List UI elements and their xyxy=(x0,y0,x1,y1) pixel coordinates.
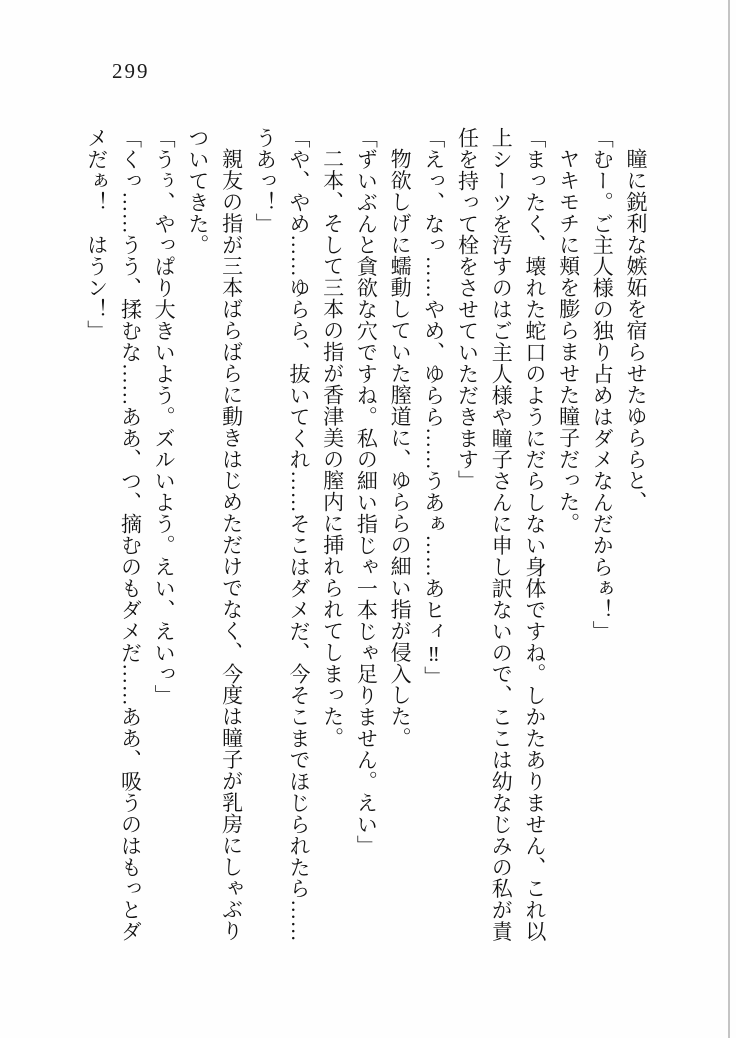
paragraph: 「や、やめ……ゆらら、抜いてくれ……そこはダメだ、今そこまでほじられたら……うあっ！」 xyxy=(253,127,311,943)
paragraph: 物欲しげに蠕動していた膣道に、ゆららの細い指が侵入した。 xyxy=(388,148,413,749)
paragraph: 「むー。ご主人様の独り占めはダメなんだからぁ！」 xyxy=(590,127,615,642)
page-number: 299 xyxy=(112,59,150,83)
page-edge-line xyxy=(728,0,730,1038)
paragraph: 「えっ、なっ……やめ、ゆらら……うあぁ……あヒィ‼」 xyxy=(421,127,446,688)
vertical-text-block xyxy=(78,127,652,945)
paragraph: 「まったく、壊れた蛇口のようにだらしない身体ですね。しかたありません、これ以上シーツを汚すのはご主人様や瞳子さんに申し訳ないので、ここは幼なじみの私が責任を持って栓をさせていただきます」 xyxy=(455,127,547,943)
paragraph: 二本、そして三本の指が香津美の膣内に挿れられてしまった。 xyxy=(320,148,345,749)
paragraph: 「ずいぶんと貪欲な穴ですね。私の細い指じゃ一本じゃ足りません。えい」 xyxy=(354,127,379,857)
paragraph: 瞳に鋭利な嫉妬を宿らせたゆららと、 xyxy=(624,148,648,513)
paragraph: 親友の指が三本ばらばらに動きはじめただけでなく、今度は瞳子が乳房にしゃぶりついてきた。 xyxy=(185,127,244,942)
paragraph: ヤキモチに頬を膨らませた瞳子だった。 xyxy=(556,148,581,535)
paragraph: 「うぅ、やっぱり大きいよう。ズルいよう。えい、えいっ」 xyxy=(152,127,177,707)
paragraph: 「くっ……うう、揉むな……ああ、つ、摘むのもダメだ……ああ、吸うのはもっとダメだぁ！ はうン！」 xyxy=(84,127,143,943)
